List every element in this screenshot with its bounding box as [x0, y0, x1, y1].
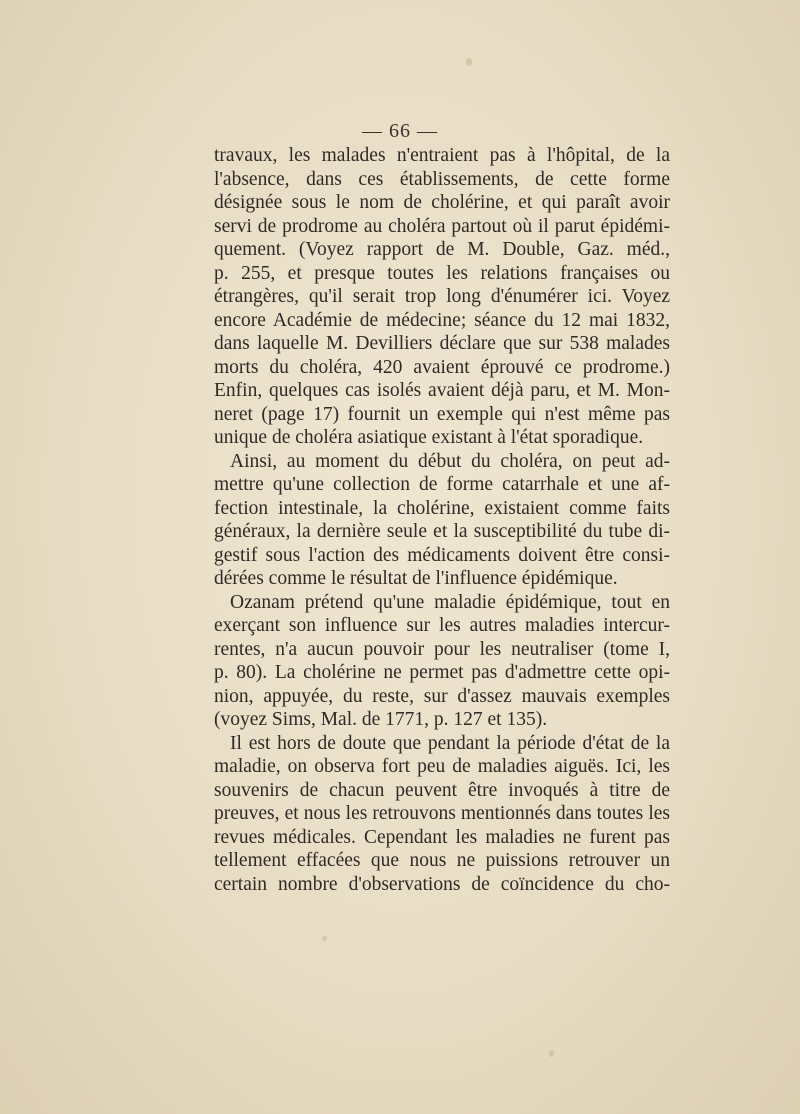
foxing-spot: [322, 936, 327, 941]
text-line: morts du choléra, 420 avaient éprouvé ce prodrome.): [214, 356, 670, 378]
text-line: l'absence, dans ces établissements, de cette forme: [214, 168, 670, 190]
text-line: dans laquelle M. Devilliers déclare que sur 538 malades: [214, 333, 670, 354]
text-line: Il est hors de doute que pendant la période d'état de la: [230, 732, 670, 754]
text-line: Ainsi, au moment du début du choléra, on peut ad-: [230, 450, 670, 472]
text-line: p. 80). La cholérine ne permet pas d'admettre cette opi-: [214, 662, 670, 683]
text-line: revues médicales. Cependant les maladies ne furent pas: [214, 826, 670, 848]
text-line: maladie, on observa fort peu de maladies aiguës. Ici, les: [214, 756, 670, 777]
body-text: [214, 144, 670, 896]
text-line: travaux, les malades n'entraient pas à l'hôpital, de la: [214, 145, 670, 166]
text-line: nion, appuyée, du reste, sur d'assez mauvais exemples: [214, 685, 670, 707]
text-line: fection intestinale, la cholérine, existaient comme faits: [214, 497, 670, 519]
text-line: mettre qu'une collection de forme catarrhale et une af-: [214, 474, 670, 495]
text-line: neret (page 17) fournit un exemple qui n'est même pas: [214, 403, 670, 425]
text-line: encore Académie de médecine; séance du 12 mai 1832,: [214, 309, 670, 331]
text-line: souvenirs de chacun peuvent être invoqués à titre de: [214, 779, 670, 801]
foxing-spot: [549, 1050, 554, 1057]
text-line: désignée sous le nom de cholérine, et qui paraît avoir: [214, 192, 670, 213]
text-line: (voyez Sims, Mal. de 1771, p. 127 et 135).: [214, 709, 548, 730]
text-line: rentes, n'a aucun pouvoir pour les neutraliser (tome I,: [214, 638, 670, 660]
text-line: gestif sous l'action des médicaments doivent être consi-: [214, 544, 670, 566]
text-line: unique de choléra asiatique existant à l'état sporadique.: [214, 427, 644, 448]
page-number: — 66 —: [362, 120, 438, 142]
text-line: quement. (Voyez rapport de M. Double, Gaz. méd.,: [214, 239, 670, 260]
foxing-spot: [466, 58, 472, 66]
text-line: dérées comme le résultat de l'influence épidémique.: [214, 568, 618, 589]
text-line: preuves, et nous les retrouvons mentionnés dans toutes les: [214, 803, 670, 824]
text-line: tellement effacées que nous ne puissions retrouver un: [214, 850, 670, 871]
text-line: Ozanam prétend qu'une maladie épidémique, tout en: [230, 591, 670, 613]
text-line: p. 255, et presque toutes les relations françaises ou: [214, 262, 670, 284]
text-line: généraux, la dernière seule et la susceptibilité du tube di-: [214, 521, 670, 542]
text-line: exerçant son influence sur les autres maladies intercur-: [214, 615, 670, 636]
text-line: Enfin, quelques cas isolés avaient déjà paru, et M. Mon-: [214, 380, 670, 401]
text-line: étrangères, qu'il serait trop long d'énumérer ici. Voyez: [214, 286, 670, 307]
text-line: servi de prodrome au choléra partout où il parut épidémi-: [214, 215, 670, 237]
text-line: certain nombre d'observations de coïncidence du cho-: [214, 873, 670, 895]
